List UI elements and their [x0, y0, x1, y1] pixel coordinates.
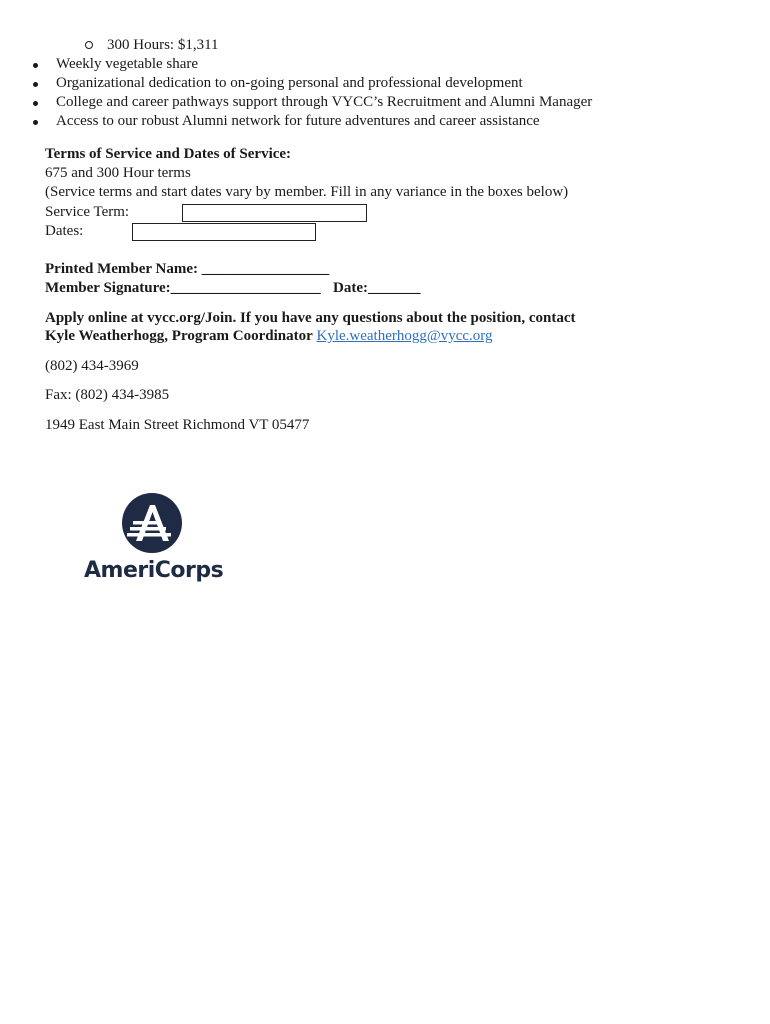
list-item: Organizational dedication to on-going personal and professional development [56, 75, 523, 91]
americorps-wordmark: AmeriCorps [84, 558, 224, 583]
printed-name-line: Printed Member Name: _________________ [45, 261, 330, 277]
service-term-field[interactable] [182, 204, 367, 222]
date-line: Date:_______ [333, 280, 421, 296]
sub-bullet-marker [85, 41, 93, 49]
terms-heading: Terms of Service and Dates of Service: [45, 146, 292, 162]
member-signature-line: Member Signature:____________________ [45, 280, 321, 296]
terms-line-2: (Service terms and start dates vary by member. Fill in any variance in the boxes below) [45, 184, 569, 200]
address: 1949 East Main Street Richmond VT 05477 [45, 417, 310, 433]
bullet-marker [33, 63, 38, 68]
bullet-marker [33, 120, 38, 125]
dates-label: Dates: [45, 223, 84, 239]
phone-number: (802) 434-3969 [45, 358, 139, 374]
list-item: Weekly vegetable share [56, 56, 199, 72]
list-item: Access to our robust Alumni network for future adventures and career assistance [56, 113, 540, 129]
dates-field[interactable] [132, 223, 316, 241]
coordinator-email-link[interactable]: Kyle.weatherhogg@vycc.org [316, 328, 493, 344]
fax-number: Fax: (802) 434-3985 [45, 387, 170, 403]
apply-line: Apply online at vycc.org/Join. If you have any questions about the position, contact [45, 310, 576, 326]
americorps-logo [84, 492, 224, 592]
service-term-label: Service Term: [45, 204, 130, 220]
bullet-marker [33, 82, 38, 87]
bullet-marker [33, 101, 38, 106]
list-sub-item: 300 Hours: $1,311 [107, 37, 219, 53]
americorps-emblem-icon [84, 492, 224, 558]
terms-line-1: 675 and 300 Hour terms [45, 165, 191, 181]
list-item: College and career pathways support through VYCC’s Recruitment and Alumni Manager [56, 94, 593, 110]
coordinator-name: Kyle Weatherhogg, Program Coordinator [45, 328, 313, 344]
coordinator-line [45, 327, 492, 346]
